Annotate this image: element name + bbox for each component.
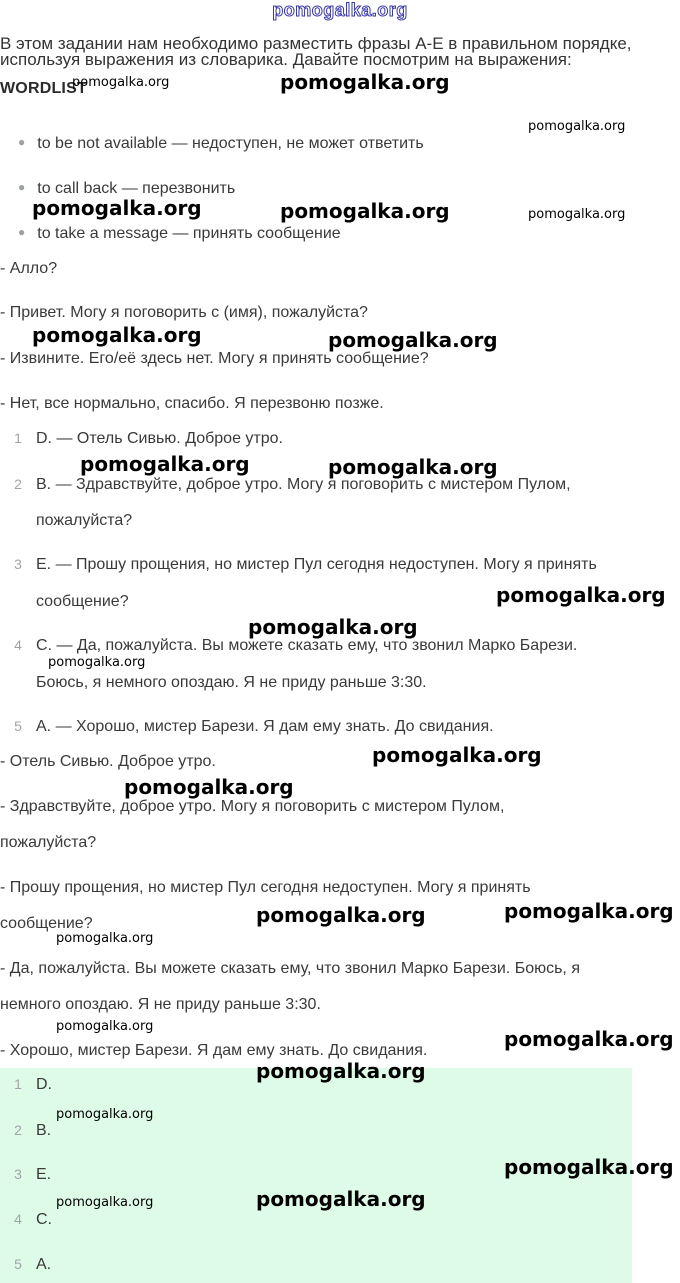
watermark: pomogalka.org bbox=[280, 70, 450, 94]
ordered-item: 1 D. — Отель Сивью. Доброе утро. bbox=[14, 430, 283, 447]
intro-continuation-cut: используя выражения из словарика. Давайте посмотрим на выражения: bbox=[0, 50, 572, 69]
answer-item: 5 A. bbox=[14, 1256, 52, 1273]
ordered-item-continuation: Боюсь, я немного опоздаю. Я не приду раньше 3:30. bbox=[36, 674, 427, 691]
final-dialog-line: - Здравствуйте, доброе утро. Могу я поговорить с мистером Пулом, bbox=[0, 798, 505, 815]
final-dialog-line: - Прошу прощения, но мистер Пул сегодня недоступен. Могу я принять bbox=[0, 879, 531, 896]
ordered-item: 4 C. — Да, пожалуйста. Вы можете сказать ему, что звонил Марко Барези. bbox=[14, 637, 578, 654]
ordered-item-continuation: пожалуйста? bbox=[36, 512, 133, 529]
wordlist-title: WORDLIST bbox=[0, 80, 87, 97]
watermark: pomogalka.org bbox=[528, 119, 626, 134]
answer-item: 1 D. bbox=[14, 1076, 52, 1093]
sample-dialog-line: - Извините. Его/её здесь нет. Могу я принять сообщение? bbox=[0, 350, 429, 367]
watermark: pomogalka.org bbox=[80, 452, 250, 476]
answer-item: 2 B. bbox=[14, 1122, 52, 1139]
watermark: pomogalka.org bbox=[48, 655, 146, 670]
wordlist-item: ● to be not available — недоступен, не может ответить bbox=[18, 135, 424, 152]
watermark: pomogalka.org bbox=[496, 583, 666, 607]
watermark: pomogalka.org bbox=[56, 1019, 154, 1034]
ordered-item: 5 A. — Хорошо, мистер Барези. Я дам ему знать. До свидания. bbox=[14, 718, 494, 735]
ordered-item: 2 B. — Здравствуйте, доброе утро. Могу я поговорить с мистером Пулом, bbox=[14, 476, 571, 493]
watermark: pomogalka.org bbox=[504, 1027, 674, 1051]
bullet-icon: ● bbox=[18, 225, 26, 239]
wordlist-item: ● to take a message — принять сообщение bbox=[18, 225, 341, 242]
wordlist-item: ● to call back — перезвонить bbox=[18, 180, 236, 197]
watermark: pomogalka.org bbox=[328, 328, 498, 352]
watermark: pomogalka.org bbox=[248, 615, 418, 639]
final-dialog-line: - Да, пожалуйста. Вы можете сказать ему, что звонил Марко Барези. Боюсь, я bbox=[0, 960, 580, 977]
watermark: pomogalka.org bbox=[56, 931, 154, 946]
ordered-item: 3 E. — Прошу прощения, но мистер Пул сегодня недоступен. Могу я принять bbox=[14, 556, 597, 573]
answer-item: 4 C. bbox=[14, 1211, 52, 1228]
sample-dialog-line: - Привет. Могу я поговорить с (имя), пожалуйста? bbox=[0, 304, 368, 321]
watermark: pomogalka.org bbox=[504, 899, 674, 923]
watermark: pomogalka.org bbox=[256, 1187, 426, 1211]
site-logo[interactable]: pomogalka.org bbox=[272, 0, 408, 20]
answer-item: 3 E. bbox=[14, 1166, 52, 1183]
final-dialog-line: пожалуйста? bbox=[0, 834, 97, 851]
final-dialog-line: немного опоздаю. Я не приду раньше 3:30. bbox=[0, 996, 321, 1013]
watermark: pomogalka.org bbox=[124, 775, 294, 799]
watermark: pomogalka.org bbox=[280, 199, 450, 223]
intro-text: В этом задании нам необходимо разместить фразы A-E в правильном порядке, bbox=[0, 34, 632, 53]
final-dialog-line: сообщение? bbox=[0, 915, 93, 932]
watermark: pomogalka.org bbox=[56, 1195, 154, 1210]
watermark: pomogalka.org bbox=[328, 455, 498, 479]
bullet-icon: ● bbox=[18, 135, 26, 149]
watermark: pomogalka.org bbox=[72, 75, 170, 90]
watermark: pomogalka.org bbox=[504, 1155, 674, 1179]
watermark: pomogalka.org bbox=[256, 903, 426, 927]
watermark: pomogalka.org bbox=[256, 1059, 426, 1083]
watermark: pomogalka.org bbox=[32, 323, 202, 347]
bullet-icon: ● bbox=[18, 180, 26, 194]
final-dialog-line: - Хорошо, мистер Барези. Я дам ему знать. До свидания. bbox=[0, 1042, 428, 1059]
watermark: pomogalka.org bbox=[372, 743, 542, 767]
sample-dialog-line: - Алло? bbox=[0, 260, 58, 277]
watermark: pomogalka.org bbox=[56, 1107, 154, 1122]
watermark: pomogalka.org bbox=[32, 196, 202, 220]
ordered-item-continuation: сообщение? bbox=[36, 593, 129, 610]
sample-dialog-line: - Нет, все нормально, спасибо. Я перезвоню позже. bbox=[0, 395, 384, 412]
watermark: pomogalka.org bbox=[528, 207, 626, 222]
final-dialog-line: - Отель Сивью. Доброе утро. bbox=[0, 753, 216, 770]
